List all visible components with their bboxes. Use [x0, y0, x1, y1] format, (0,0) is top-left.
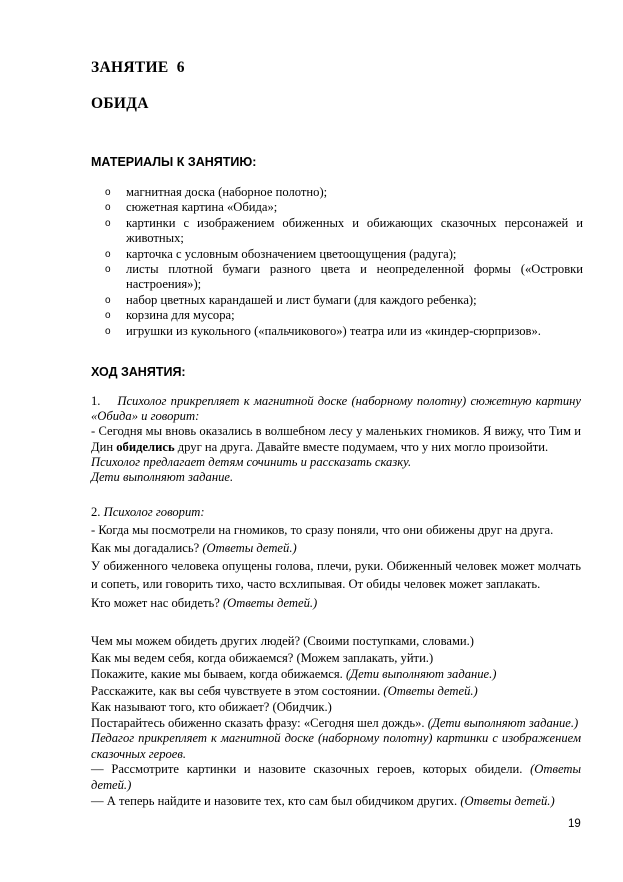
question-line: Расскажите, как вы себя чувствуете в этом состоянии. (Ответы детей.): [91, 683, 478, 698]
question-line: — А теперь найдите и назовите тех, кто сам был обидчиком других. (Ответы детей.): [91, 794, 555, 809]
step-2-paragraph: У обиженного человека опущены голова, плечи, руки. Обиженный человек может молчать и сопеть, или говорить тихо, часто всхлипывая. От обиды человек может заплакать.: [91, 558, 581, 592]
course-heading: ХОД ЗАНЯТИЯ:: [91, 365, 186, 379]
step-number: 1.: [91, 394, 101, 408]
lesson-title: ЗАНЯТИЕ 6: [91, 59, 185, 76]
step-number: 2.: [91, 505, 101, 519]
materials-heading: МАТЕРИАЛЫ К ЗАНЯТИЮ:: [91, 155, 257, 169]
question-line: Покажите, какие мы бываем, когда обижаемся. (Дети выполняют задание.): [91, 667, 497, 682]
step-1-instruction-3: Дети выполняют задание.: [91, 470, 234, 485]
bullet-icon: o: [105, 310, 111, 322]
bullet-icon: o: [105, 264, 111, 276]
bullet-icon: o: [105, 202, 111, 214]
list-item: o магнитная доска (наборное полотно);: [105, 185, 328, 199]
step-1-instruction: 1. Психолог прикрепляет к магнитной доске (наборному полотну) сюжетную картину «Обида» и говорит:: [91, 394, 581, 424]
list-item: o карточка с условным обозначением цветоощущения (радуга);: [105, 246, 457, 261]
list-item: o листы плотной бумаги разного цвета и неопределенной формы («Островки настроения»);: [105, 262, 583, 292]
page-number: 19: [568, 818, 581, 830]
question-line: Как называют того, кто обижает? (Обидчик.): [91, 700, 332, 715]
step-2-line: Кто может нас обидеть? (Ответы детей.): [91, 595, 318, 610]
list-item: o набор цветных карандашей и лист бумаги (для каждого ребенка);: [105, 292, 477, 307]
question-line: Чем мы можем обидеть других людей? (Своими поступками, словами.): [91, 634, 474, 648]
step-2: [91, 505, 581, 612]
bullet-icon: o: [105, 325, 111, 337]
step-2-line: - Когда мы посмотрели на гномиков, то сразу поняли, что они обижены друг на друга.: [91, 522, 554, 537]
list-item: o сюжетная картина «Обида»;: [105, 200, 278, 215]
bullet-icon: o: [105, 187, 111, 198]
lesson-topic: ОБИДА: [91, 95, 149, 112]
step-2-instruction: 2. Психолог говорит:: [91, 505, 205, 519]
list-item: o игрушки из кукольного («пальчикового») театра или из «киндер-сюрпризов».: [105, 323, 541, 338]
list-item: o картинки с изображением обиженных и обижающих сказочных персонажей и животных;: [105, 215, 583, 246]
question-line: — Рассмотрите картинки и назовите сказочных героев, которых обидели. (Ответы детей.): [91, 762, 581, 792]
bullet-icon: o: [105, 294, 111, 306]
questions-block: [91, 633, 581, 810]
step-1: [91, 394, 581, 485]
question-instruction: Педагог прикрепляет к магнитной доске (наборному полотну) картинки с изображением сказочных героев.: [91, 731, 581, 761]
bullet-icon: o: [105, 217, 111, 229]
bullet-icon: o: [105, 248, 111, 260]
step-1-instruction-2: Психолог предлагает детям сочинить и рассказать сказку.: [91, 454, 412, 469]
step-2-line: Как мы догадались? (Ответы детей.): [91, 540, 297, 555]
question-line: Постарайтесь обиженно сказать фразу: «Сегодня шел дождь». (Дети выполняют задание.): [91, 715, 579, 730]
materials-list: [105, 185, 583, 339]
list-item: o корзина для мусора;: [105, 308, 235, 323]
step-1-speech: - Сегодня мы вновь оказались в волшебном лесу у маленьких гномиков. Я вижу, что Тим и Дин обиделись друг на друга. Давайте вместе подумаем, что у них могло произойти.: [91, 424, 581, 454]
question-line: Как мы ведем себя, когда обижаемся? (Можем заплакать, уйти.): [91, 650, 434, 665]
